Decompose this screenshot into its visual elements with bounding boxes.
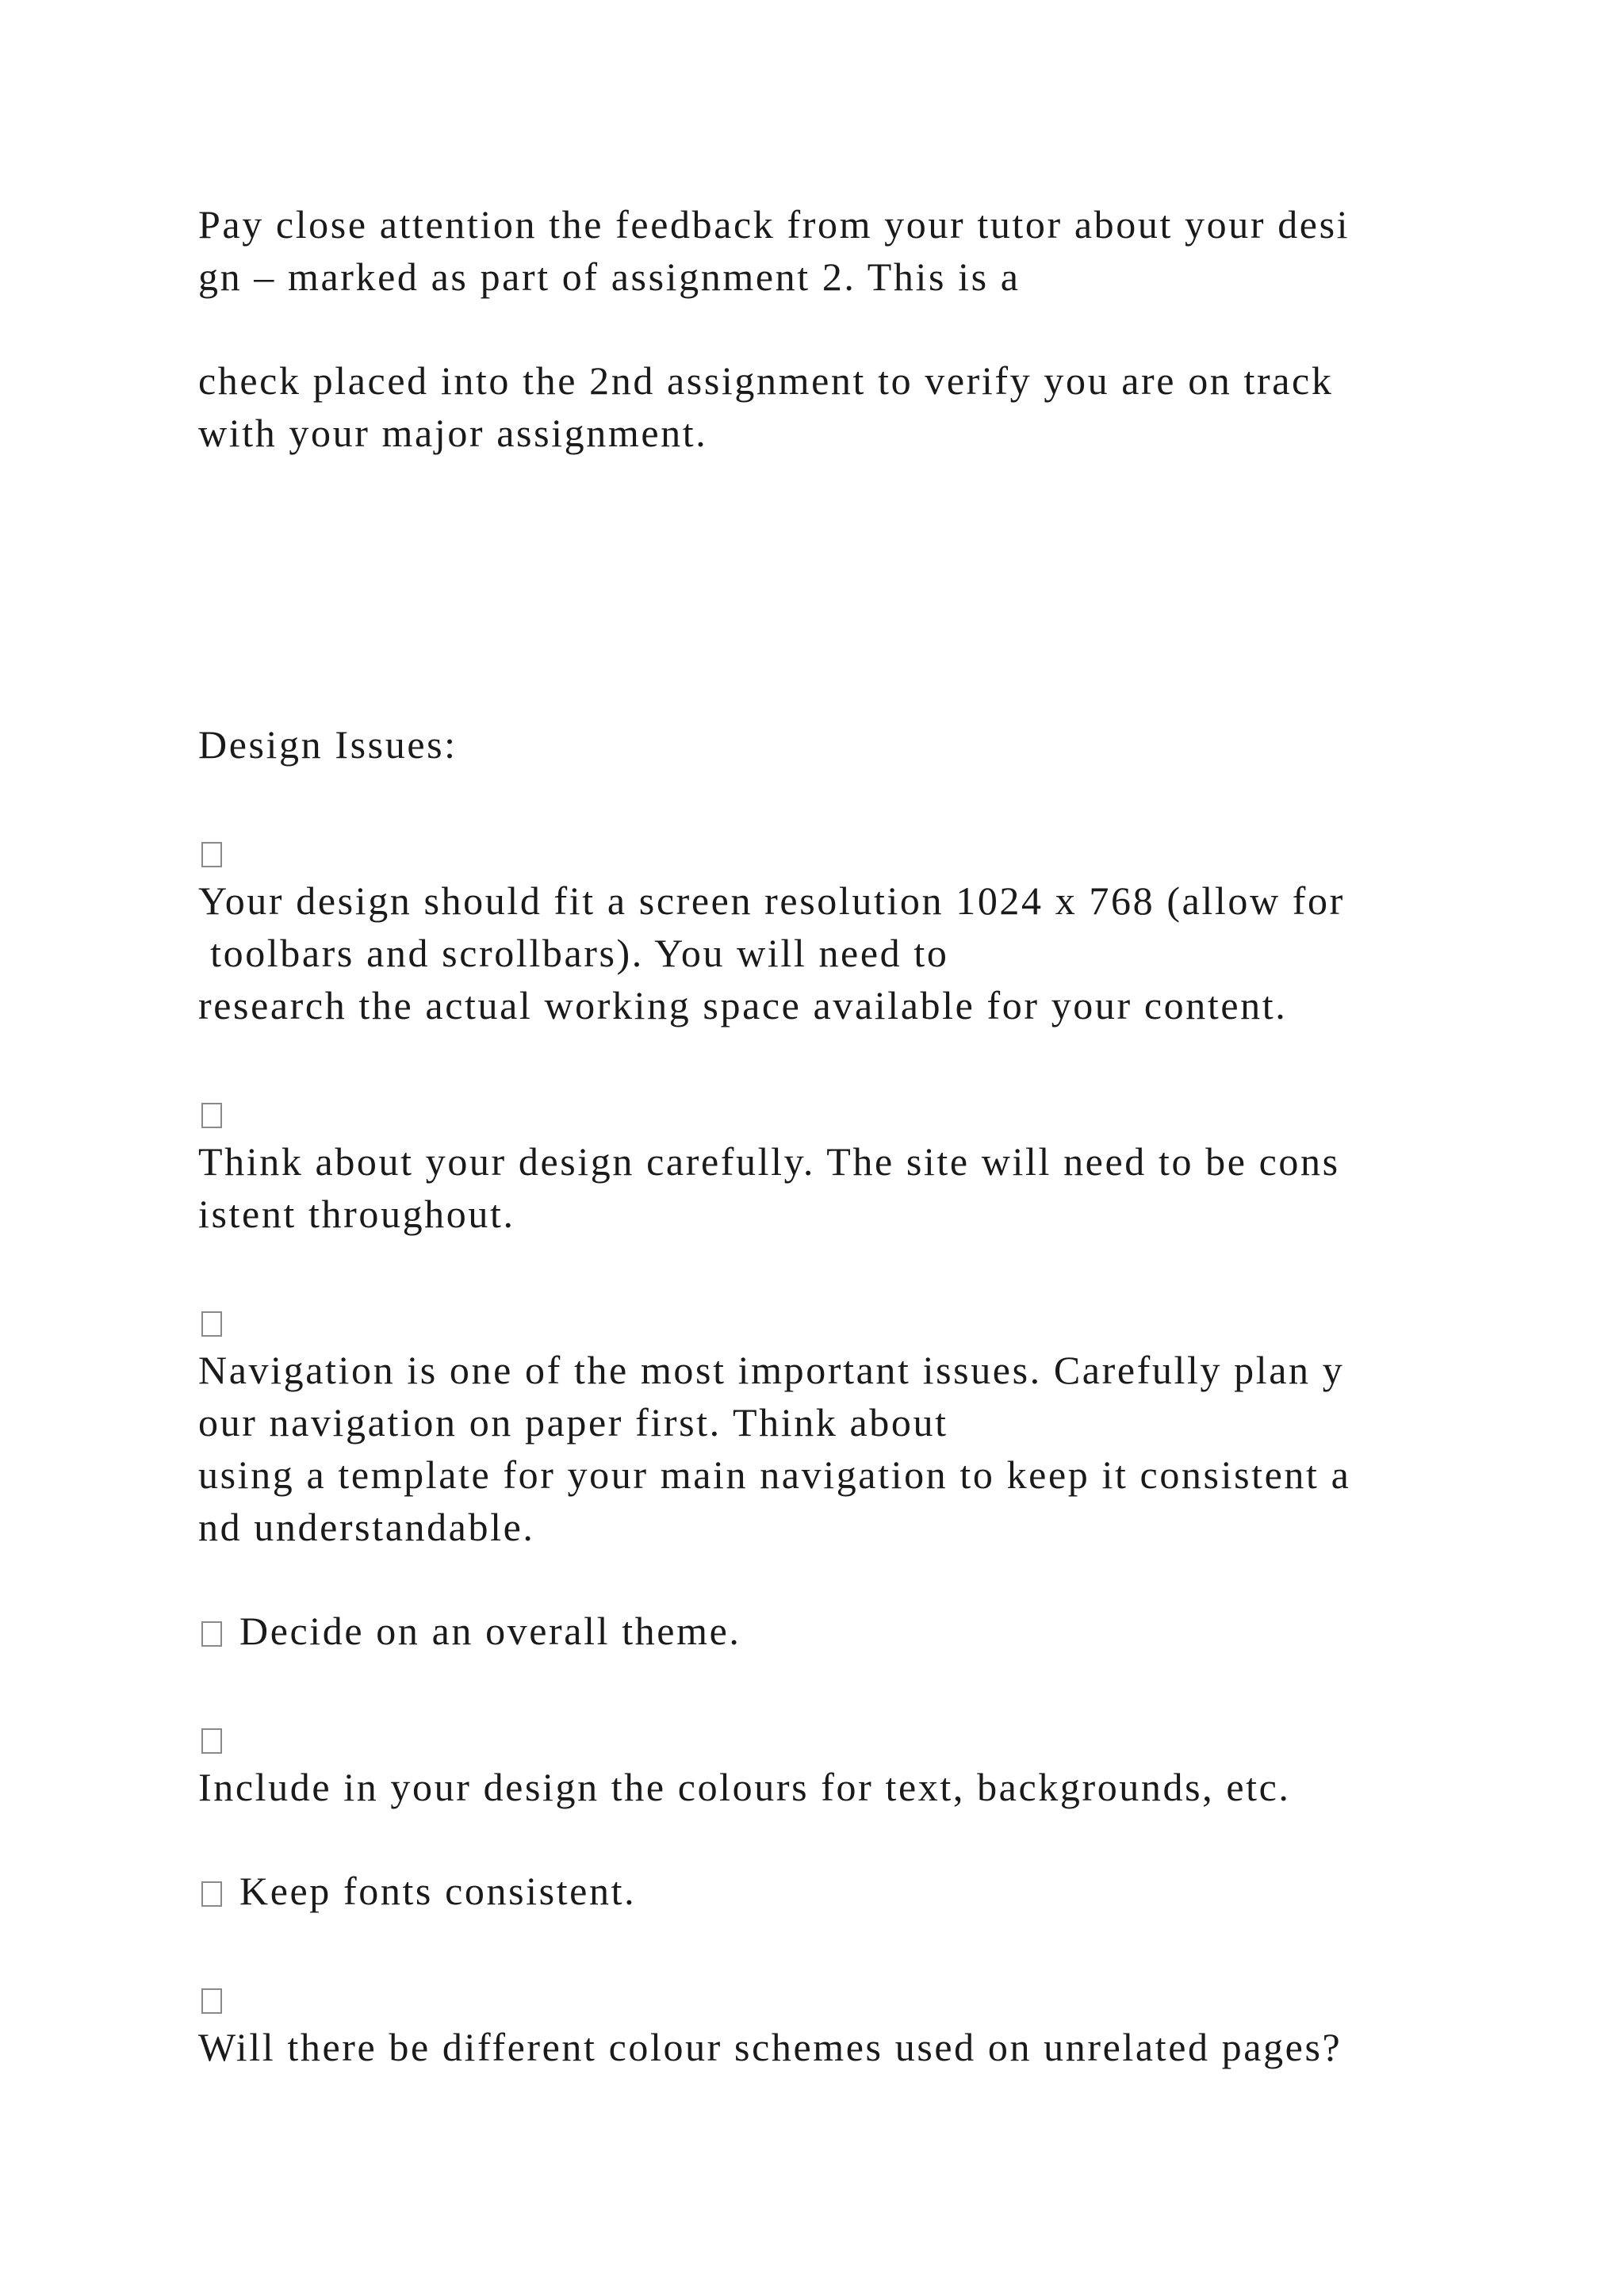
item-line: istent throughout. [198,1192,515,1236]
intro-line: gn – marked as part of assignment 2. This is a [198,254,1021,299]
bullet-box-icon [201,1718,222,1758]
intro-line: with your major assignment. [198,411,708,455]
bullet-box-icon [201,1881,222,1907]
bullet-box-icon [201,1093,222,1132]
item-line: Think about your design carefully. The site will need to be cons [198,1139,1340,1184]
item-line: Include in your design the colours for text, backgrounds, etc. [198,1765,1291,1809]
item-line: Keep fonts consistent. [239,1869,637,1913]
item-line: toolbars and scrollbars). You will need to [198,931,949,975]
item-line: nd understandable. [198,1505,535,1549]
item-line: using a template for your main navigation to keep it consistent a [198,1452,1351,1497]
item-line: Will there be different colour schemes used on unrelated pages? [198,2025,1342,2069]
section-heading: Design Issues: [198,722,458,767]
inline-item [198,1871,636,1911]
inline-item [198,1611,741,1651]
item-line: research the actual working space available for your content. [198,983,1288,1027]
bullet-box-icon [201,1978,222,2018]
item-line: our navigation on paper first. Think about [198,1400,948,1445]
bullet-box-icon [201,832,222,871]
item-line: Your design should fit a screen resolution 1024 x 768 (allow for [198,878,1345,923]
bullet-box-icon [201,1621,222,1647]
item-line: Decide on an overall theme. [239,1609,741,1653]
intro-line: check placed into the 2nd assignment to verify you are on track [198,358,1334,403]
intro-line: Pay close attention the feedback from your tutor about your desi [198,202,1350,247]
bullet-box-icon [201,1301,222,1341]
item-line: Navigation is one of the most important issues. Carefully plan y [198,1348,1345,1392]
